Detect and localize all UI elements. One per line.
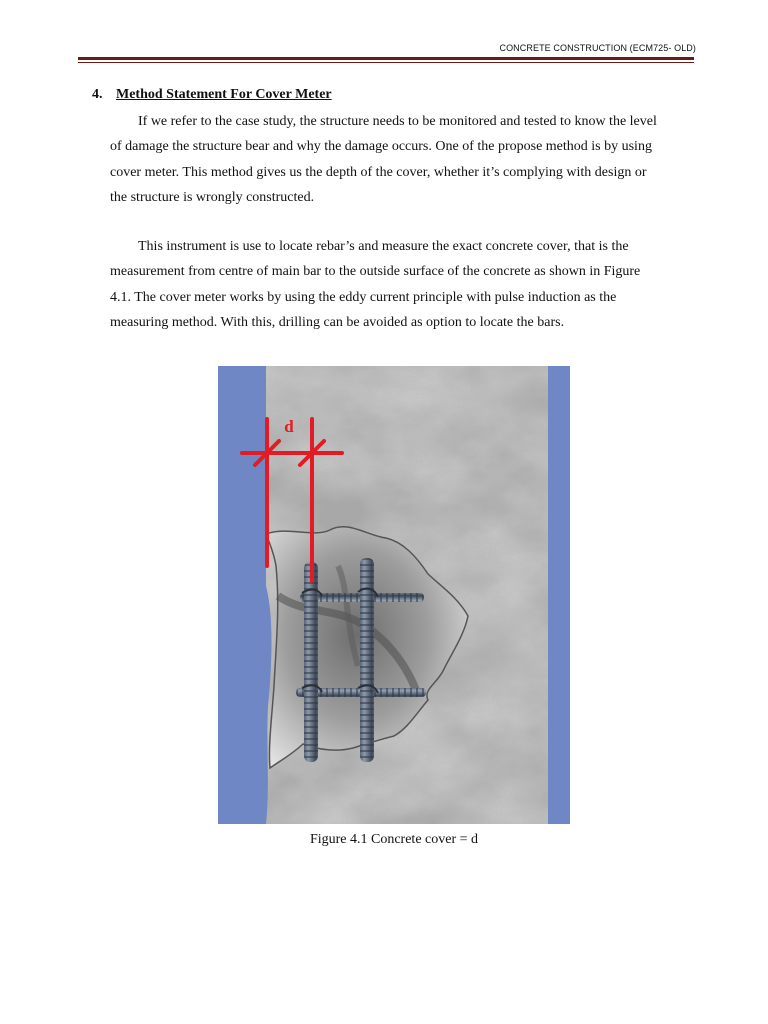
paragraph-1: If we refer to the case study, the structure needs to be monitored and tested to know the level of damage the structure bear and why the damage occurs. One of the propose method is by using cover meter. This method gives us the depth of the cover, whether it’s complying with design or the structure is wrongly constructed.: [110, 114, 657, 205]
figure-caption: Figure 4.1 Concrete cover = d: [309, 832, 479, 847]
paragraph-2: This instrument is use to locate rebar’s and measure the exact concrete cover, that is the measurement from centre of main bar to the outside surface of the concrete as shown in Figure 4.1. The cover meter works by using the eddy current principle with pulse induction as the measuring method. With this, drilling can be avoided as option to locate the bars.: [110, 239, 641, 330]
right-panel: [548, 366, 570, 824]
dimension-label: d: [284, 417, 294, 436]
section-number: 4.: [92, 87, 103, 102]
header-rule: [78, 57, 694, 60]
concrete-cover-figure: [218, 366, 570, 824]
header-rule-thin: [78, 62, 694, 63]
rebar-vertical-left: [304, 562, 318, 762]
section-title: Method Statement For Cover Meter: [116, 87, 332, 102]
section-heading: [92, 87, 332, 103]
left-panel: [218, 366, 266, 824]
running-header: CONCRETE CONSTRUCTION (ECM725- OLD): [499, 43, 696, 53]
